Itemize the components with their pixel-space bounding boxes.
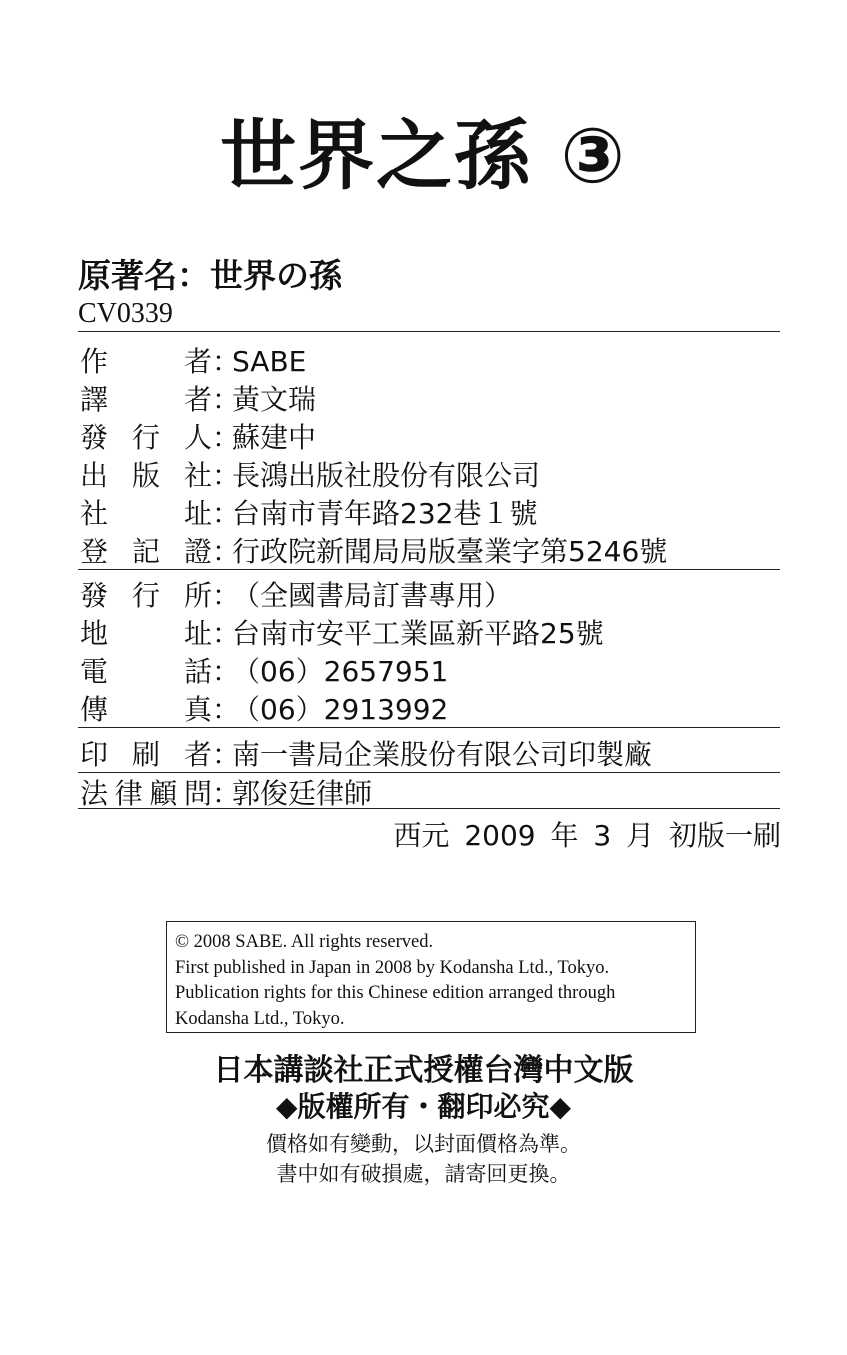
divider-middle-2	[78, 727, 780, 728]
copyright-line: Kodansha Ltd., Tokyo.	[175, 1008, 345, 1029]
credit-row-phone	[80, 650, 448, 688]
credit-row-distributor	[80, 574, 512, 612]
divider-middle-1	[78, 569, 780, 570]
original-title: 原著名：世界の孫	[78, 256, 342, 295]
credit-row-registration	[80, 530, 667, 568]
credit-label: 法律顧問	[80, 777, 212, 810]
copyright-line: First published in Japan in 2008 by Kodansha Ltd., Tokyo.	[175, 957, 610, 978]
credit-row-translator	[80, 378, 316, 416]
divider-top	[78, 331, 780, 332]
credit-value: 南一書局企業股份有限公司印製廠	[232, 738, 653, 771]
damage-note: 書中如有破損處，請寄回更換。	[276, 1162, 571, 1186]
edition-date: 西元 2009 年 3 月 初版一刷	[393, 819, 781, 852]
credit-row-publisher-address	[80, 492, 537, 530]
credit-row-printer	[80, 733, 652, 771]
divider-bottom	[78, 808, 780, 809]
credit-separator: ：	[212, 777, 241, 810]
copyright-line: Publication rights for this Chinese edition arranged through	[175, 983, 616, 1003]
credit-row-author	[80, 340, 306, 378]
credit-separator: ：	[212, 497, 241, 530]
rights-notice: ◆版權所有・翻印必究◆	[275, 1090, 572, 1123]
catalog-code: CV0339	[78, 298, 173, 329]
copyright-line: © 2008 SABE. All rights reserved.	[175, 932, 434, 952]
credit-separator: ：	[212, 579, 241, 612]
credit-separator: ：	[212, 421, 241, 454]
credit-label: 出版社	[80, 459, 212, 492]
credit-row-fax	[80, 688, 448, 726]
credit-value: 長鴻出版社股份有限公司	[232, 459, 541, 492]
credit-value: 台南市青年路232巷１號	[232, 497, 538, 530]
credit-row-distributor-address	[80, 612, 604, 650]
credit-separator: ：	[212, 459, 241, 492]
credit-row-legal-counsel	[80, 772, 372, 810]
credit-value: SABE	[232, 345, 307, 378]
credit-separator: ：	[212, 738, 241, 771]
credit-separator: ：	[212, 655, 241, 688]
credit-label: 印刷者	[80, 738, 212, 771]
credit-separator: ：	[212, 693, 241, 726]
copyright-box	[166, 921, 696, 1033]
credit-separator: ：	[212, 535, 241, 568]
credit-label: 譯者	[80, 383, 212, 416]
credit-separator: ：	[212, 383, 241, 416]
credit-value: （06）2657951	[232, 655, 449, 688]
credit-row-publisher	[80, 454, 540, 492]
credit-value: 郭俊廷律師	[232, 777, 373, 810]
credit-value: 台南市安平工業區新平路25號	[232, 617, 604, 650]
book-title: 世界之孫 ③	[220, 111, 627, 200]
credit-label: 社址	[80, 497, 212, 530]
credit-label: 作者	[80, 345, 212, 378]
credit-value: （06）2913992	[232, 693, 449, 726]
price-note: 價格如有變動，以封面價格為準。	[266, 1132, 581, 1156]
credit-label: 發行人	[80, 421, 212, 454]
credit-separator: ：	[212, 617, 241, 650]
credit-label: 地址	[80, 617, 212, 650]
credit-label: 傳真	[80, 693, 212, 726]
credit-value: 蘇建中	[232, 421, 317, 454]
credit-label: 登記證	[80, 535, 212, 568]
credit-value: 黃文瑞	[232, 383, 317, 416]
credit-value: （全國書局訂書專用）	[232, 579, 513, 612]
credit-label: 電話	[80, 655, 212, 688]
credit-separator: ：	[212, 345, 241, 378]
authorization-notice: 日本講談社正式授權台灣中文版	[213, 1053, 634, 1088]
credit-row-publisher-person	[80, 416, 316, 454]
credit-label: 發行所	[80, 579, 212, 612]
credit-value: 行政院新聞局局版臺業字第5246號	[232, 535, 668, 568]
